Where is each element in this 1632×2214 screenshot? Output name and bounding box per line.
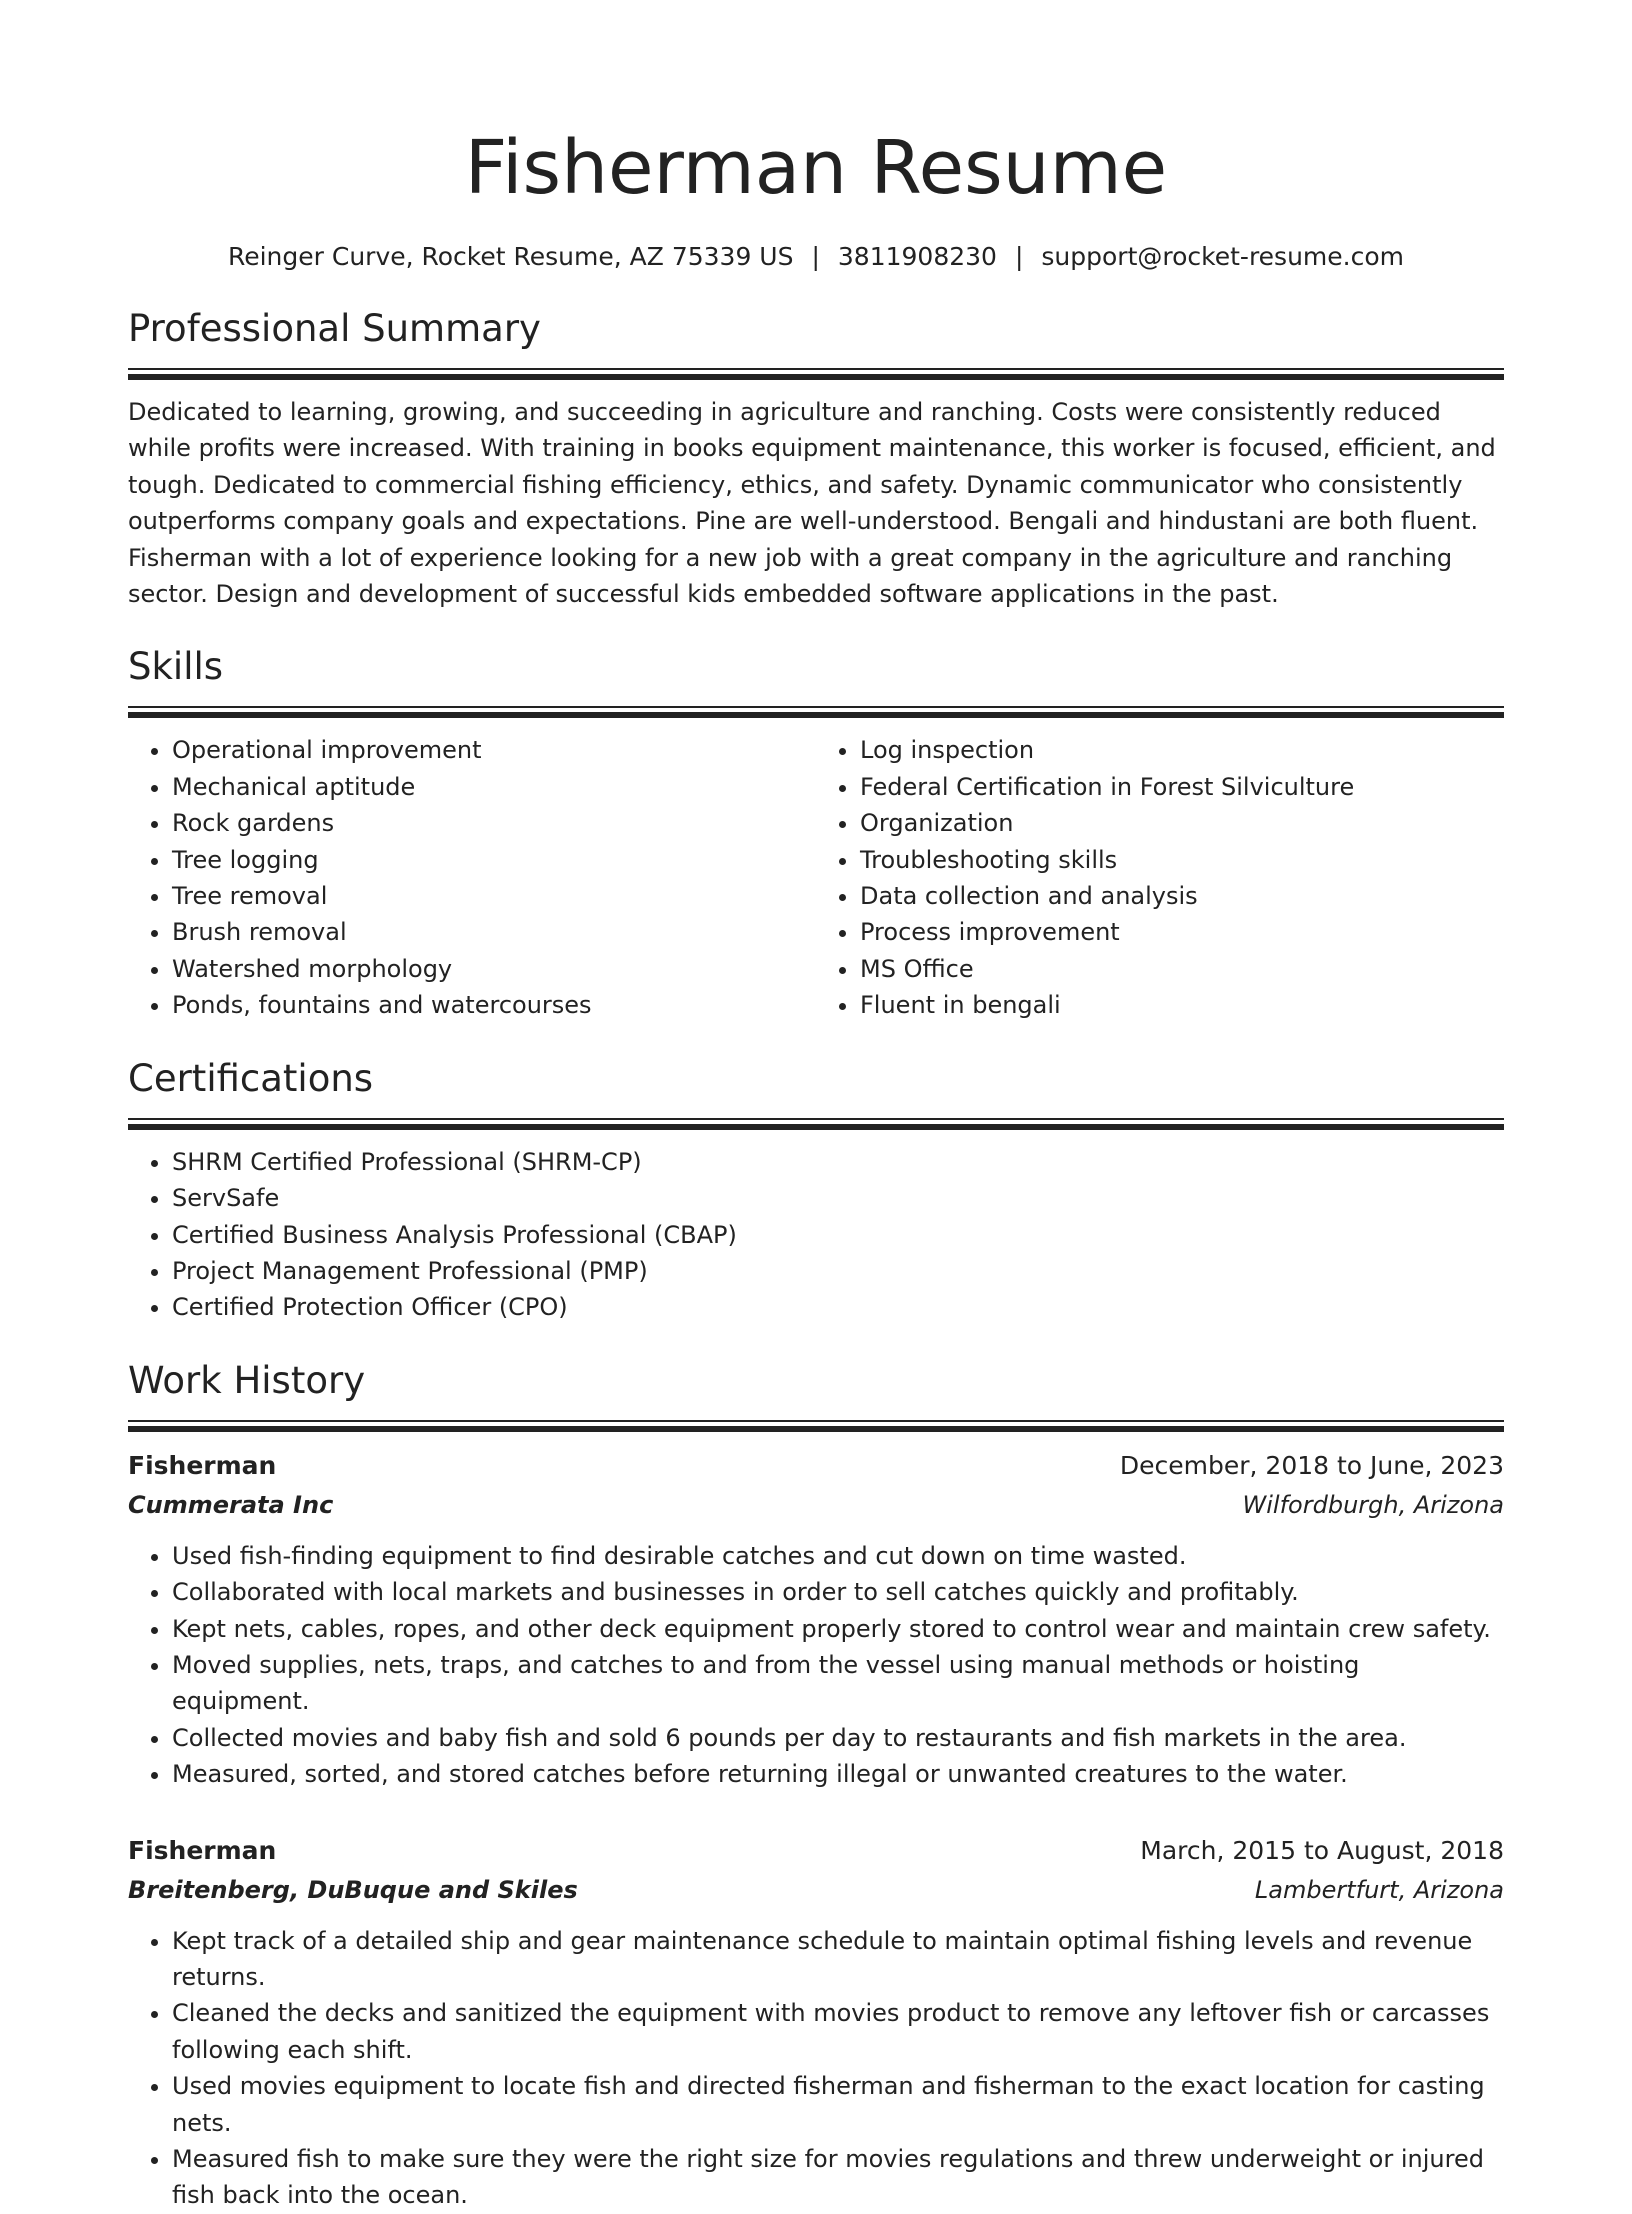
job-company-row — [128, 1871, 1504, 1909]
skills-columns — [128, 732, 1504, 1023]
job-title: Fisherman — [128, 1835, 277, 1865]
job-title: Fisherman — [128, 1450, 277, 1480]
summary-text: Dedicated to learning, growing, and succeeding in agriculture and ranching. Costs were consistently reduced while profits were increased. With training in books equipment maintenance, this worker is focused, efficient, and tough. Dedicated to commercial fishing efficiency, ethics, and safety. Dynamic communicator who consistently outperforms company goals and expectations. Pine are well-understood. Bengali and hindustani are both fluent. Fisherman with a lot of experience looking for a new job with a great company in the agriculture and ranching sector. Design and development of successful kids embedded software applications in the past. — [128, 398, 1496, 609]
job-bullet: • Used movies equipment to locate fish and directed fisherman and fisherman to the exact location for casting nets. — [172, 2068, 1504, 2141]
skill-item: • Organization — [860, 805, 1504, 841]
job-company-row — [128, 1486, 1504, 1524]
skill-item: • Tree logging — [172, 842, 816, 878]
page-title: Fisherman Resume — [464, 125, 1168, 211]
job-bullet: • Used fish-finding equipment to find desirable catches and cut down on time wasted. — [172, 1538, 1504, 1574]
job-bullet: • Moved supplies, nets, traps, and catches to and from the vessel using manual methods or hoisting equipment. — [172, 1647, 1504, 1720]
section-divider-thick — [128, 712, 1504, 718]
skill-item: • MS Office — [860, 951, 1504, 987]
skill-item: • Fluent in bengali — [860, 987, 1504, 1023]
skill-item: • Brush removal — [172, 914, 816, 950]
contact-separator: | — [811, 242, 820, 271]
job-bullet: • Collaborated with local markets and businesses in order to sell catches quickly and profitably. — [172, 1574, 1504, 1610]
job-location: Wilfordburgh, Arizona — [1242, 1490, 1504, 1519]
certification-item: • Certified Protection Officer (CPO) — [172, 1289, 1504, 1325]
job-dates: March, 2015 to August, 2018 — [1140, 1835, 1504, 1865]
section-divider-thick — [128, 374, 1504, 380]
contact-email: support@rocket-resume.com — [1041, 242, 1405, 271]
summary-heading: Professional Summary — [128, 307, 541, 350]
contact-separator: | — [1014, 242, 1024, 271]
section-divider — [128, 1118, 1504, 1120]
skill-item: • Tree removal — [172, 878, 816, 914]
contact-line — [128, 240, 1504, 274]
contact-phone: 3811908230 — [837, 242, 997, 271]
certification-item: • SHRM Certified Professional (SHRM-CP) — [172, 1144, 1504, 1180]
skills-list-left — [128, 732, 816, 1023]
certification-item: • ServSafe — [172, 1180, 1504, 1216]
job-bullet: • Collected movies and baby fish and sold 6 pounds per day to restaurants and fish markets in the area. — [172, 1720, 1504, 1756]
section-divider-thick — [128, 1426, 1504, 1432]
skill-item: • Process improvement — [860, 914, 1504, 950]
skill-item: • Ponds, fountains and watercourses — [172, 987, 816, 1023]
skill-item: • Federal Certification in Forest Silviculture — [860, 769, 1504, 805]
work-history-section — [128, 1356, 1504, 2214]
job-company: Breitenberg, DuBuque and Skiles — [128, 1875, 578, 1904]
job-bullets — [128, 1538, 1504, 1793]
job-entry — [128, 1446, 1504, 1793]
job-company: Cummerata Inc — [128, 1490, 334, 1519]
section-divider — [128, 368, 1504, 370]
job-bullet: • Cleaned the decks and sanitized the equipment with movies product to remove any leftover fish or carcasses following each shift. — [172, 1995, 1504, 2068]
skill-item: • Data collection and analysis — [860, 878, 1504, 914]
skill-item: • Watershed morphology — [172, 951, 816, 987]
skills-list-right — [816, 732, 1504, 1023]
job-entry — [128, 1831, 1504, 2214]
certification-item: • Project Management Professional (PMP) — [172, 1253, 1504, 1289]
job-header-row — [128, 1831, 1504, 1871]
job-bullet: • Kept nets, cables, ropes, and other deck equipment properly stored to control wear and maintain crew safety. — [172, 1611, 1504, 1647]
skill-item: • Troubleshooting skills — [860, 842, 1504, 878]
skill-item: • Mechanical aptitude — [172, 769, 816, 805]
job-location: Lambertfurt, Arizona — [1254, 1875, 1504, 1904]
certifications-section — [128, 1054, 1504, 1326]
job-bullet: • Measured fish to make sure they were the right size for movies regulations and threw underweight or injured fish back into the ocean. — [172, 2141, 1504, 2214]
section-divider — [128, 706, 1504, 708]
section-divider-thick — [128, 1124, 1504, 1130]
contact-address: Reinger Curve, Rocket Resume, AZ 75339 US — [227, 242, 794, 271]
job-bullets — [128, 1923, 1504, 2214]
section-divider — [128, 1420, 1504, 1422]
certifications-list — [128, 1144, 1504, 1326]
skill-item: • Rock gardens — [172, 805, 816, 841]
certification-item: • Certified Business Analysis Professional (CBAP) — [172, 1217, 1504, 1253]
job-bullet: • Kept track of a detailed ship and gear maintenance schedule to maintain optimal fishing levels and revenue returns. — [172, 1923, 1504, 1996]
job-dates: December, 2018 to June, 2023 — [1119, 1450, 1504, 1480]
job-bullet: • Measured, sorted, and stored catches before returning illegal or unwanted creatures to the water. — [172, 1756, 1504, 1792]
skill-item: • Log inspection — [860, 732, 1504, 768]
job-header-row — [128, 1446, 1504, 1486]
skill-item: • Operational improvement — [172, 732, 816, 768]
skills-heading: Skills — [128, 645, 224, 689]
summary-section — [128, 304, 1504, 612]
certifications-heading: Certifications — [128, 1056, 374, 1100]
skills-section — [128, 642, 1504, 1023]
work-history-heading: Work History — [128, 1358, 366, 1402]
